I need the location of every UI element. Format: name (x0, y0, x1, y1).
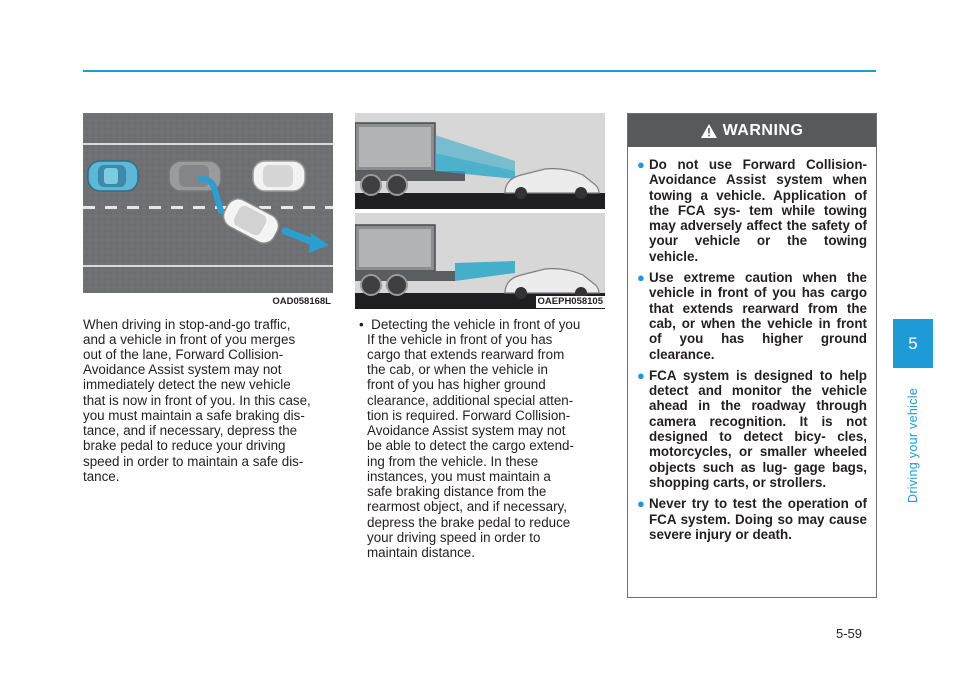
warning-line: cause severe injury or death. (649, 511, 867, 542)
body-line: ing from the vehicle. In these (367, 454, 539, 469)
body-line: safe braking distance from the (367, 484, 547, 499)
warning-line: FCA system is designed to (649, 367, 833, 383)
warning-title: WARNING (722, 121, 804, 139)
lane-merge-illustration (83, 113, 333, 309)
warning-line: vehicle in front of you has (649, 315, 867, 347)
warning-item (637, 157, 867, 264)
warning-line: from the cab, or when the (649, 300, 867, 331)
body-line: If the vehicle in front of you has (367, 332, 553, 347)
warning-line: Use extreme caution when the (649, 270, 867, 286)
chapter-number-tab: 5 (893, 319, 933, 368)
warning-line: Never try to test the operation (649, 496, 849, 512)
warning-header (628, 114, 876, 147)
warning-line: wheeled objects such as lug- (649, 444, 867, 475)
warning-line: of FCA system. Doing so may (649, 496, 867, 527)
warning-line: Do not use Forward Collision- (649, 157, 867, 172)
warning-line: cargo that extends rearward (649, 285, 867, 316)
body-line: immediately detect the new vehicle (83, 377, 291, 392)
body-line: and a vehicle in front of you merges (83, 332, 296, 347)
body-line: Avoidance Assist system may not (367, 423, 566, 438)
warning-item (637, 496, 867, 542)
figure-code-label: OAD058168L (272, 296, 331, 307)
body-line: tance, and if necessary, depress the (83, 423, 298, 438)
warning-line: adversely affect the safety of (680, 218, 867, 234)
body-line: cargo that extends rearward from (367, 347, 565, 362)
warning-line: vehicle ahead in the roadway (649, 383, 867, 414)
body-line: speed in order to maintain a safe dis- (83, 454, 304, 469)
warning-triangle-icon (701, 124, 717, 138)
warning-line: your vehicle or the towing (649, 233, 867, 249)
warning-line: cles, motorcycles, or smaller (649, 429, 867, 460)
bullet-heading (359, 317, 609, 332)
bullet-heading-text: Detecting the vehicle in front of you (371, 317, 581, 332)
body-line: tion is required. Forward Collision- (367, 408, 571, 423)
body-line: maintain distance. (367, 545, 475, 560)
figure-code-label: OAEPH058105 (537, 296, 603, 307)
header-rule (83, 70, 876, 72)
body-line: the cab, or when the vehicle in (367, 362, 548, 377)
figure-truck-detection (355, 113, 605, 309)
truck-cargo-detection-illustration (355, 113, 605, 309)
warning-item (637, 368, 867, 490)
warning-line: vehicle. (649, 248, 699, 264)
body-line: be able to detect the cargo extend- (367, 438, 574, 453)
warning-line: tem while towing may (649, 202, 867, 234)
warning-line: vehicle in front of you has (649, 285, 825, 301)
warning-line: higher ground clearance. (649, 331, 867, 362)
bullet-dot-icon: ● (637, 367, 645, 383)
bullet-marker: • (359, 317, 364, 332)
bullet-dot-icon: ● (637, 157, 645, 172)
body-line: tance. (83, 469, 120, 484)
body-line: front of you has higher ground (367, 377, 546, 392)
ego-car-icon (88, 161, 138, 191)
body-line: rearmost object, and if necessary, (367, 499, 567, 514)
body-line: your driving speed in order to (367, 530, 541, 545)
warning-line: is not designed to detect bicy- (649, 413, 867, 445)
figure-lane-merge (83, 113, 333, 309)
warning-line: through camera recognition. It (649, 398, 867, 429)
warning-line: when towing a vehicle. (649, 172, 867, 203)
body-line: that is now in front of you. In this case, (83, 393, 311, 408)
body-line: out of the lane, Forward Collision- (83, 347, 284, 362)
body-line: you must maintain a safe braking dis- (83, 408, 305, 423)
warning-line: Application of the FCA sys- (649, 187, 867, 218)
warning-list (628, 147, 876, 542)
body-line: clearance, additional special atten- (367, 393, 574, 408)
body-line: When driving in stop-and-go traffic, (83, 317, 291, 332)
warning-line: gage bags, shopping carts, or (649, 459, 867, 490)
warning-item (637, 270, 867, 362)
body-line: brake pedal to reduce your driving (83, 438, 286, 453)
body-line: instances, you must maintain a (367, 469, 551, 484)
chapter-title-text: Driving your vehicle (906, 387, 920, 503)
bullet-dot-icon: ● (637, 496, 645, 512)
warning-line: help detect and monitor the (649, 367, 867, 399)
bullet-dot-icon: ● (637, 270, 645, 286)
warning-box (627, 113, 877, 598)
warning-line: strollers. (769, 474, 827, 490)
warning-line: Avoidance Assist system (649, 172, 823, 188)
body-line: depress the brake pedal to reduce (367, 515, 571, 530)
page-number: 5-59 (836, 626, 863, 641)
body-line: Avoidance Assist system may not (83, 362, 282, 377)
